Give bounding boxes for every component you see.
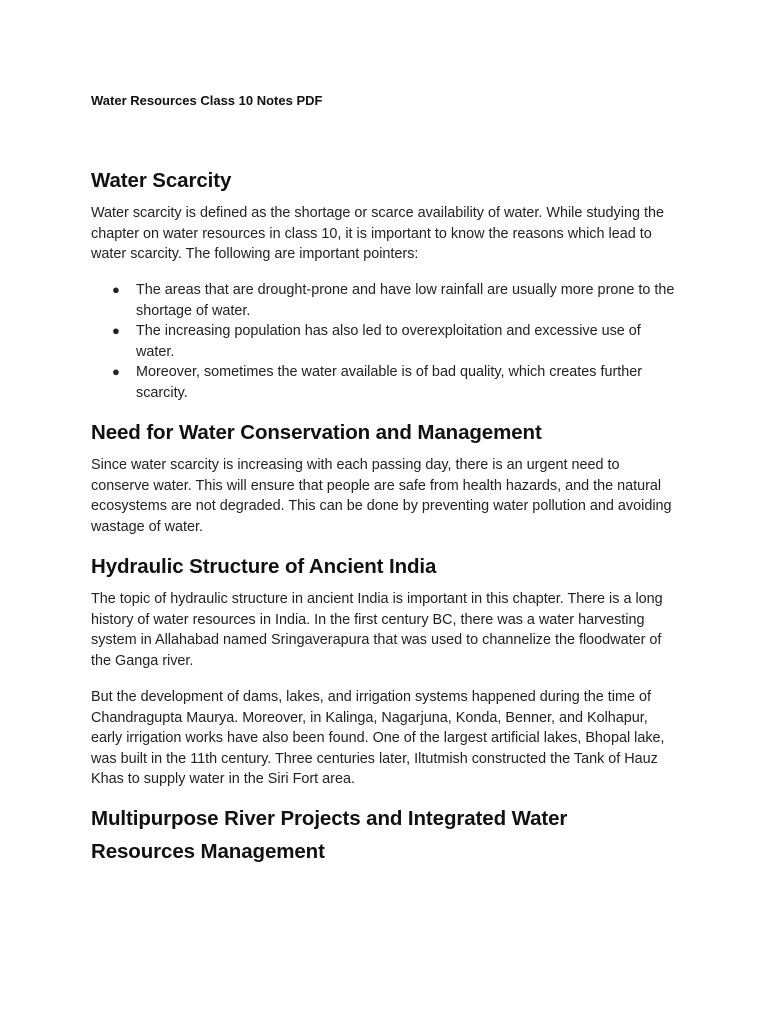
list-item-text: The areas that are drought-prone and have low rainfall are usually more prone to the shortage of water. [136, 282, 675, 319]
document-title: Water Resources Class 10 Notes PDF [91, 93, 323, 108]
bullet-icon: ● [112, 323, 120, 339]
list-item-text: Moreover, sometimes the water available is of bad quality, which creates further scarcity. [136, 364, 643, 401]
list-item [91, 280, 681, 321]
paragraph-hydraulic-structure-2: But the development of dams, lakes, and irrigation systems happened during the time of Chandragupta Maurya. Moreover, in Kalinga, Nagarjuna, Konda, Benner, and Kolhapur, early irrigation works have also been found. One of the largest artificial lakes, Bhopal lake, was built in the 11th century. Three centuries later, Iltutmish constructed the Tank of Hauz Khas to supply water in the Siri Fort area. [91, 689, 665, 788]
paragraph-water-scarcity-intro: Water scarcity is defined as the shortage or scarce availability of water. While studying the chapter on water resources in class 10, it is important to know the reasons which lead to water scarcity. The following are important pointers: [91, 205, 664, 263]
section-heading-water-scarcity: Water Scarcity [91, 169, 232, 192]
bullet-icon: ● [112, 364, 120, 380]
section-heading-multipurpose-river-projects: Multipurpose River Projects and Integrated Water Resources Management [91, 807, 568, 863]
paragraph-hydraulic-structure-1: The topic of hydraulic structure in ancient India is important in this chapter. There is a long history of water resources in India. In the first century BC, there was a water harvesting system in Allahabad named Sringaverapura that was used to channelize the floodwater of the Ganga river. [91, 591, 663, 669]
section-heading-hydraulic-structure: Hydraulic Structure of Ancient India [91, 555, 437, 578]
list-item [91, 321, 681, 362]
list-item-text: The increasing population has also led to overexploitation and excessive use of water. [136, 323, 641, 360]
list-item [91, 362, 681, 403]
bullet-list-water-scarcity [91, 280, 681, 404]
bullet-icon: ● [112, 282, 120, 297]
paragraph-water-conservation: Since water scarcity is increasing with each passing day, there is an urgent need to conserve water. This will ensure that people are safe from health hazards, and the natural ecosystems are not degraded. This can be done by preventing water pollution and avoiding wastage of water. [91, 457, 672, 535]
section-heading-water-conservation: Need for Water Conservation and Management [91, 421, 542, 444]
